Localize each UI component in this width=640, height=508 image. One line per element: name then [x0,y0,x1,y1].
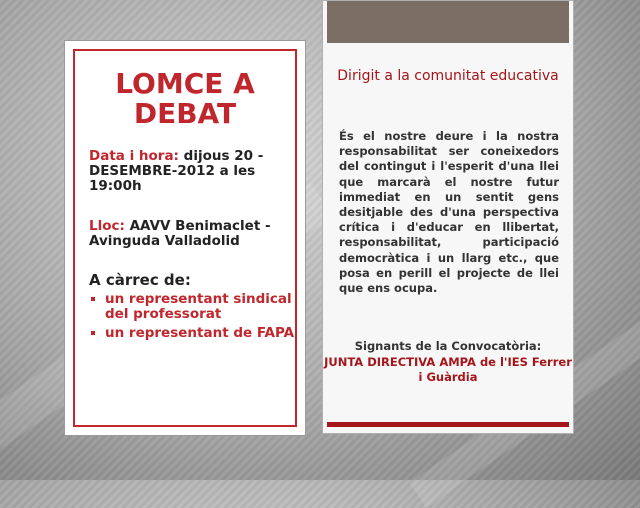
date-value: dijous 20 - DESEMBRE-2012 a les 19:00h [89,148,264,194]
event-card-border [73,49,297,427]
list-item [89,292,301,322]
event-card [64,40,306,436]
event-title: LOMCE A DEBAT [115,67,255,130]
speakers-list [89,292,301,341]
speakers-section [89,273,301,341]
date-label: Data i hora: [89,148,179,164]
signatories [323,339,573,386]
place-label: Lloc: [89,218,125,234]
card-footer-bar [327,422,569,427]
bullet-square-icon [91,297,95,301]
bullet-square-icon [91,331,95,335]
list-item [89,326,301,341]
speaker-text: un representant de FAPA [105,325,295,341]
signatories-label: Signants de la Convocatòria: [354,339,542,353]
card-header-bar [327,1,569,43]
signatories-org: JUNTA DIRECTIVA AMPA de l'IES Ferrer i Guàrdia [324,354,572,384]
description-card [322,0,574,434]
speaker-text: un representant sindical del professorat [105,291,292,322]
event-place [89,219,301,249]
speakers-heading: A càrrec de: [89,271,191,289]
audience-heading: Dirigit a la comunitat educativa [337,68,559,84]
event-date [89,149,301,194]
place-value: AAVV Benimaclet - Avinguda Valladolid [89,218,271,249]
description-paragraph: És el nostre deure i la nostra responsabilitat ser coneixedors del contingut i l'esperit d'una llei que marcarà el nostre futur immediat en un sentit gens desitjable des d'una perspectiva crítica i d'educar en llibertat, responsabilitat, participació democràtica i un llarg etc., que posa en perill el projecte de llei que ens ocupa. [339,129,559,296]
